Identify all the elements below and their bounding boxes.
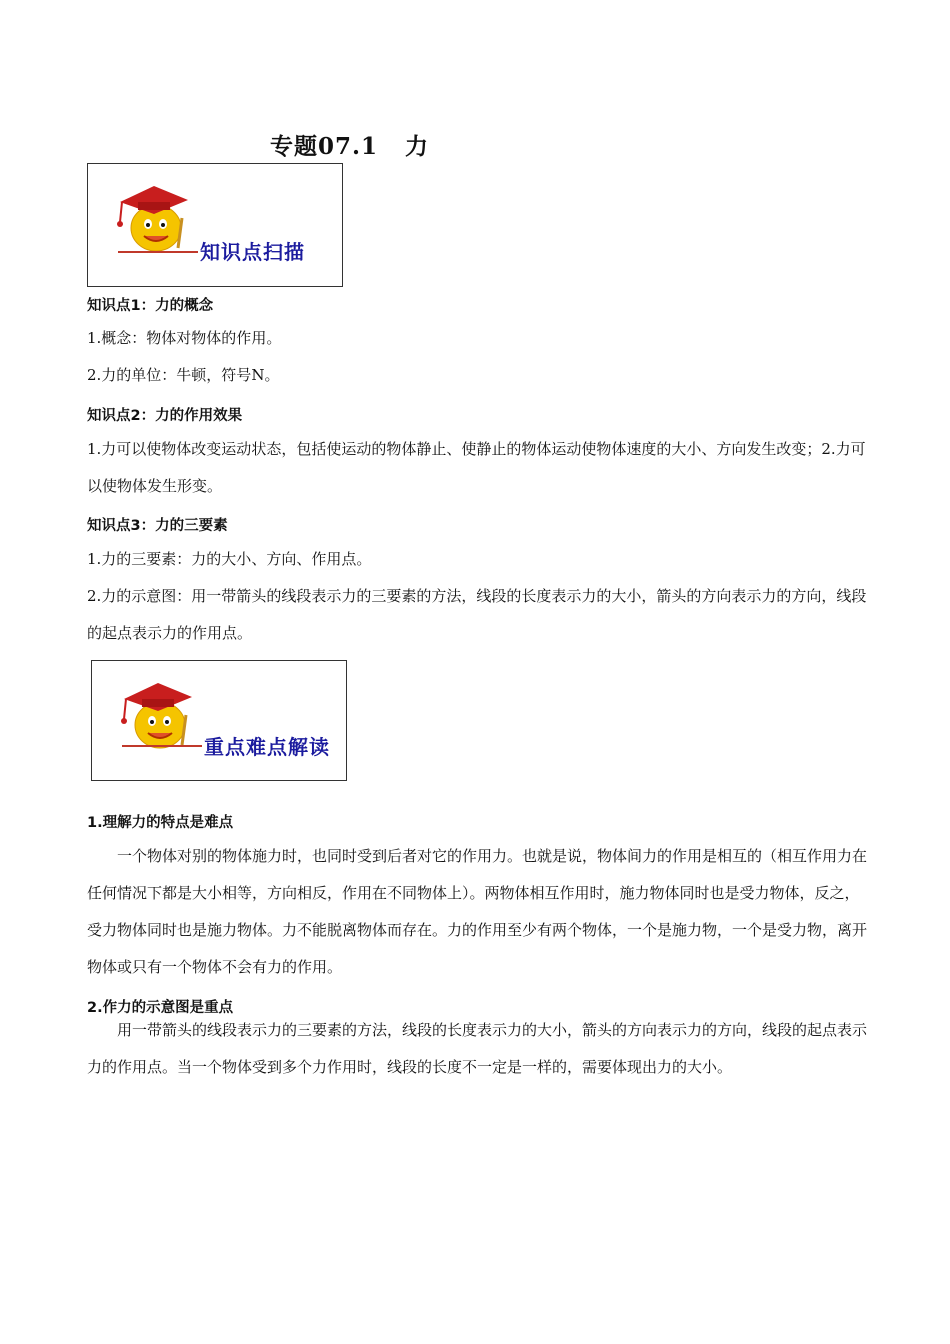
paragraph: 1.力可以使物体改变运动状态，包括使运动的物体静止、使静止的物体运动使物体速度的大小、方向发生改变；2.力可以使物体发生形变。: [87, 440, 866, 495]
section-heading: 2.作力的示意图是重点: [87, 1000, 234, 1016]
section-heading: 知识点2：力的作用效果: [87, 408, 243, 424]
smiley-graduation-cap-icon: [112, 675, 202, 755]
section-heading: 1.理解力的特点是难点: [87, 815, 234, 831]
paragraph: 一个物体对别的物体施力时，也同时受到后者对它的作用力。也就是说，物体间力的作用是相互的（相互作用力在任何情况下都是大小相等，方向相反，作用在不同物体上）。两物体相互作用时，施力物体同时也是受力物体，反之，受力物体同时也是施力物体。力不能脱离物体而存在。力的作用至少有两个物体，一个是施力物，一个是受力物，离开物体或只有一个物体不会有力的作用。: [87, 847, 868, 976]
banner-underline: [118, 251, 198, 253]
paragraph: 2.力的示意图：用一带箭头的线段表示力的三要素的方法，线段的长度表示力的大小，箭头的方向表示力的方向，线段的起点表示力的作用点。: [87, 587, 867, 642]
banner-label: 知识点扫描: [200, 240, 305, 264]
paragraph-line: 1.概念：物体对物体的作用。: [87, 329, 282, 347]
key-difficulty-banner: [91, 660, 347, 781]
section-heading: 知识点1：力的概念: [87, 298, 214, 314]
page-title: 专题07.1 力: [270, 133, 430, 160]
paragraph-line: 1.力的三要素：力的大小、方向、作用点。: [87, 550, 372, 568]
paragraph: 用一带箭头的线段表示力的三要素的方法，线段的长度表示力的大小，箭头的方向表示力的方向，线段的起点表示力的作用点。当一个物体受到多个力作用时，线段的长度不一定是一样的，需要体现出力的大小。: [87, 1021, 868, 1076]
knowledge-scan-banner: [87, 163, 343, 287]
section-heading: 知识点3：力的三要素: [87, 518, 228, 534]
smiley-graduation-cap-icon: [108, 178, 198, 258]
paragraph-line: 2.力的单位：牛顿，符号N。: [87, 366, 280, 384]
banner-label: 重点难点解读: [204, 735, 330, 759]
banner-underline: [122, 745, 202, 747]
